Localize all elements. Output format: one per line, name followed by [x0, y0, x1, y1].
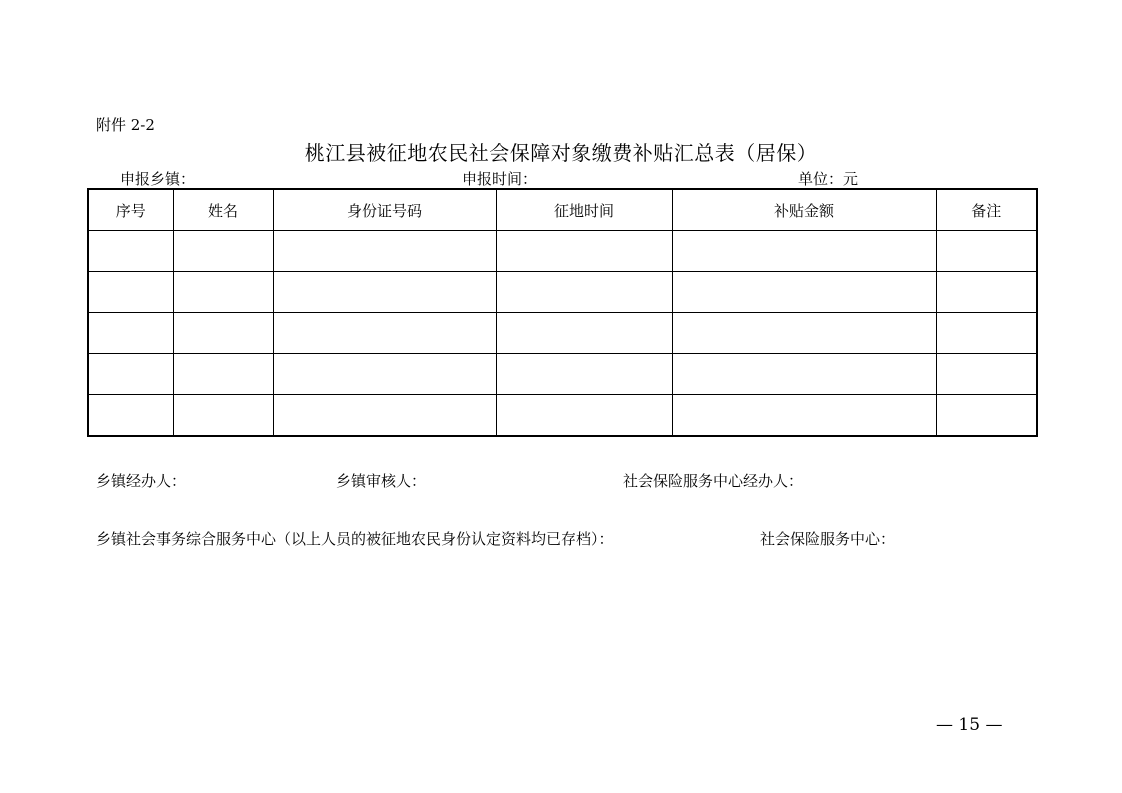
table-cell [173, 231, 273, 272]
table-cell [88, 272, 173, 313]
table-row [88, 231, 1037, 272]
table-cell [672, 231, 936, 272]
table-cell [88, 354, 173, 395]
column-header-land-acquisition-time: 征地时间 [496, 189, 672, 231]
service-center-signature-label: 乡镇社会事务综合服务中心（以上人员的被征地农民身份认定资料均已存档）： [96, 530, 614, 548]
table-cell [273, 354, 496, 395]
table-cell [936, 354, 1037, 395]
insurance-center-signature-label: 社会保险服务中心： [760, 530, 896, 548]
table-cell [88, 395, 173, 437]
township-reviewer-signature-label: 乡镇审核人： [336, 472, 427, 490]
table-cell [672, 395, 936, 437]
table-row [88, 272, 1037, 313]
table-cell [672, 354, 936, 395]
column-header-id-number: 身份证号码 [273, 189, 496, 231]
table-cell [273, 395, 496, 437]
table-cell [173, 354, 273, 395]
table-cell [936, 231, 1037, 272]
table-row [88, 313, 1037, 354]
township-field-label: 申报乡镇： [120, 170, 196, 188]
subsidy-summary-table [87, 188, 1038, 437]
column-header-subsidy-amount: 补贴金额 [672, 189, 936, 231]
table-cell [88, 231, 173, 272]
table-cell [496, 354, 672, 395]
table-header-row [88, 189, 1037, 231]
document-title: 桃江县被征地农民社会保障对象缴费补贴汇总表（居保） [304, 141, 818, 165]
table-cell [936, 272, 1037, 313]
column-header-serial: 序号 [88, 189, 173, 231]
table-cell [173, 395, 273, 437]
table-cell [496, 313, 672, 354]
table-cell [173, 313, 273, 354]
report-time-field-label: 申报时间： [462, 170, 538, 188]
unit-label: 单位：元 [798, 170, 859, 188]
table-cell [273, 231, 496, 272]
table-cell [496, 395, 672, 437]
center-handler-signature-label: 社会保险服务中心经办人： [623, 472, 804, 490]
table-cell [496, 231, 672, 272]
table-cell [273, 313, 496, 354]
table-cell [672, 272, 936, 313]
table-cell [273, 272, 496, 313]
table-row [88, 395, 1037, 437]
page-number: — 15 — [936, 715, 1003, 735]
table-row [88, 354, 1037, 395]
attachment-label: 附件 2-2 [96, 116, 155, 134]
township-handler-signature-label: 乡镇经办人： [96, 472, 187, 490]
table-cell [672, 313, 936, 354]
column-header-remarks: 备注 [936, 189, 1037, 231]
table-cell [936, 395, 1037, 437]
column-header-name: 姓名 [173, 189, 273, 231]
table-cell [88, 313, 173, 354]
table-cell [496, 272, 672, 313]
table-cell [173, 272, 273, 313]
table-cell [936, 313, 1037, 354]
